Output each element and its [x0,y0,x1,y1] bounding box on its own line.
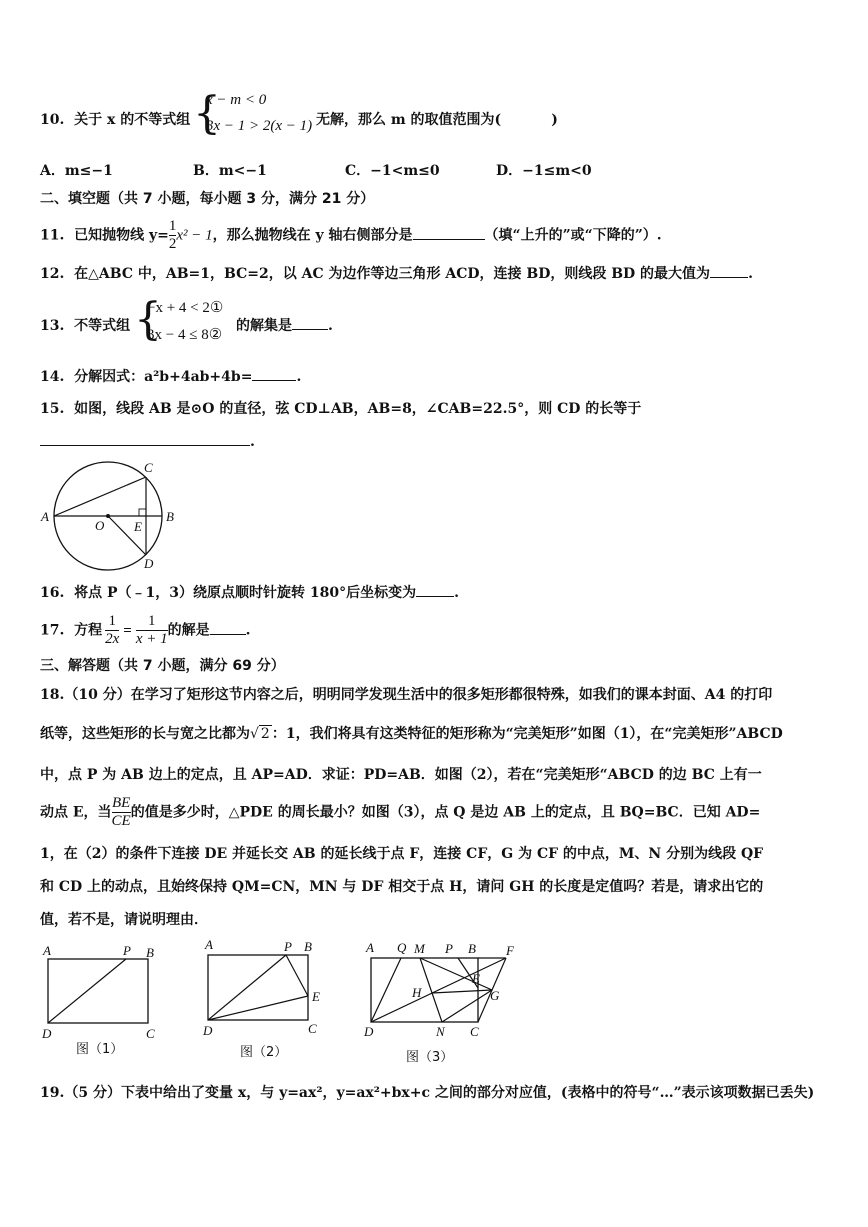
q10-brace: { [193,88,221,139]
fig2-label-b: B [304,939,312,954]
fig3-label-n: N [436,1024,445,1039]
q18-figure-3 [360,936,530,1071]
q18-line-3: 中，点 P 为 AB 边上的定点，且 AP=AD．求证：PD=AB．如图（2），若在“完美矩形“ABCD 的边 BC 上有一 [40,767,762,783]
q17-right-fraction: $\frac{1}{x + 1}$ [135,613,168,647]
q15-answer-blank[interactable] [40,433,250,446]
q11-fraction: $\frac{1}{2}$ [168,218,177,252]
segment-pe [286,955,308,996]
section-3-heading: 三、解答题（共 7 小题，满分 69 分） [40,658,285,674]
fig2-caption: 图（2） [240,1045,288,1060]
label-e: E [134,519,142,534]
fig3-caption: 图（3） [406,1050,454,1065]
fig2-label-p: P [284,939,292,954]
segment-hg [432,990,492,993]
q17-left-fraction: $\frac{1}{2x}$ [105,613,120,647]
q13-ineq-1: −x + 4 < 2① [147,300,224,316]
fig3-label-a: A [366,940,374,955]
fig1-label-p: P [123,943,131,958]
fig2-label-d: D [203,1023,213,1038]
q17-answer-blank[interactable] [210,622,246,635]
rect-abcd [48,959,148,1023]
q19: 19.（5 分）下表中给出了变量 x，与 y=ax²，y=ax²+bx+c 之间的部分对应值，(表格中的符号“…”表示该项数据已丢失) [40,1085,815,1101]
q13-answer-blank[interactable] [292,317,328,330]
fig1-label-b: B [146,945,154,960]
segment-ac [54,477,146,516]
fig1-label-a: A [43,943,51,958]
q15-answer-line: . [40,433,255,450]
q10-tail: 无解，那么 m 的取值范围为( ) [316,112,558,128]
q16: 16. 将点 P（﹣1，3）绕原点顺时针旋转 180°后坐标变为 . [40,585,459,601]
fig2-label-e: E [312,989,320,1004]
fig3-label-h: H [412,985,422,1000]
q13-brace: { [134,294,162,345]
q13-tail: 的解集是 . [236,318,333,334]
q10-choice-c: C．−1<m≤0 [345,163,440,179]
q18-ratio-fraction: $\frac{BE}{CE}$ [111,795,131,829]
q12: 12. 在△ABC 中，AB=1，BC=2，以 AC 为边作等边三角形 ACD，连接 BD，则线段 BD 的最大值为 . [40,266,753,282]
sqrt-symbol: √ [250,726,259,742]
segment-dp [48,959,126,1023]
q13-num: 13. 不等式组 [40,318,131,334]
fig1-label-d: D [42,1026,52,1041]
section-2-heading: 二、填空题（共 7 小题，每小题 3 分，满分 21 分） [40,191,375,207]
q17: 17. 方程 $\frac{1}{2x}$ = $\frac{1}{x + 1}$ 的解是 . [40,613,251,647]
fig3-label-d: D [364,1024,374,1039]
q18-figure-1 [38,940,168,1065]
q15: 15. 如图，线段 AB 是⊙O 的直径，弦 CD⊥AB，AB=8，∠CAB=22.5°，则 CD 的长等于 [40,401,642,417]
q15-circle-figure [38,450,178,575]
label-b: B [166,509,174,524]
q18-line-2: 纸等，这些矩形的长与宽之比都为√ 2 ：1，我们将具有这类特征的矩形称为“完美矩形”如图（1），在“完美矩形”ABCD [40,726,783,742]
q18-line-5: 1，在（2）的条件下连接 DE 并延长交 AB 的延长线于点 F，连接 CF，G 为 CF 的中点，M、N 分别为线段 QF [40,846,764,862]
right-angle-mark [139,509,146,516]
q14-answer-blank[interactable] [252,368,296,381]
q10-stem: 10. 关于 x 的不等式组 [40,112,191,128]
q18-line-4: 动点 E，当 $\frac{BE}{CE}$ 的值是多少时，△PDE 的周长最小？如图（3），点 Q 是边 AB 上的定点，且 BQ=BC．已知 AD= [40,795,761,829]
fig2-label-c: C [308,1021,317,1036]
q10-ineq-2: 3x − 1 > 2(x − 1) [206,118,313,134]
q12-answer-blank[interactable] [710,265,748,278]
q10-choice-d: D．−1≤m<0 [496,163,592,179]
q14: 14. 分解因式：a²b+4ab+4b= . [40,369,302,385]
label-c: C [144,460,153,475]
q10-ineq-1: x − m < 0 [206,92,267,108]
q16-answer-blank[interactable] [416,584,454,597]
q18-line-7: 值，若不是，请说明理由． [40,912,208,928]
q18-figure-2 [198,936,338,1066]
fig1-caption: 图（1） [76,1042,124,1057]
q11: 11. 已知抛物线 y= $\frac{1}{2}$ x² − 1，那么抛物线在 y 轴右侧部分是 （填“上升的”或“下降的”）. [40,218,662,252]
fig1-label-c: C [146,1026,155,1041]
label-d: D [144,556,154,571]
q10-choice-a: A．m≤−1 [40,163,113,179]
label-a: A [41,509,49,524]
rect-abcd [371,958,478,1022]
fig3-label-b: B [468,941,476,956]
q11-answer-blank[interactable] [413,227,485,240]
q18-line-1: 18.（10 分）在学习了矩形这节内容之后，明明同学发现生活中的很多矩形都很特殊，如我们的课本封面、A4 的打印 [40,687,773,703]
rect-abcd [208,955,308,1020]
q13-ineq-2: 3x − 4 ≤ 8② [147,327,223,343]
fig3-label-e: E [472,971,480,986]
segment-dq [371,958,401,1022]
segment-mg [420,958,492,990]
fig3-label-g: G [490,988,500,1003]
fig3-label-p: P [445,941,453,956]
fig3-label-m: M [414,941,425,956]
center-dot [106,514,110,518]
q18-line-6: 和 CD 上的动点，且始终保持 QM=CN，MN 与 DF 相交于点 H，请问 GH 的长度是定值吗？若是，请求出它的 [40,879,764,895]
fig3-label-f: F [506,943,514,958]
fig3-label-c: C [470,1024,479,1039]
fig2-label-a: A [205,937,213,952]
q10-choice-b: B．m<−1 [193,163,267,179]
fig3-label-q: Q [397,940,407,955]
label-o: O [95,518,105,533]
